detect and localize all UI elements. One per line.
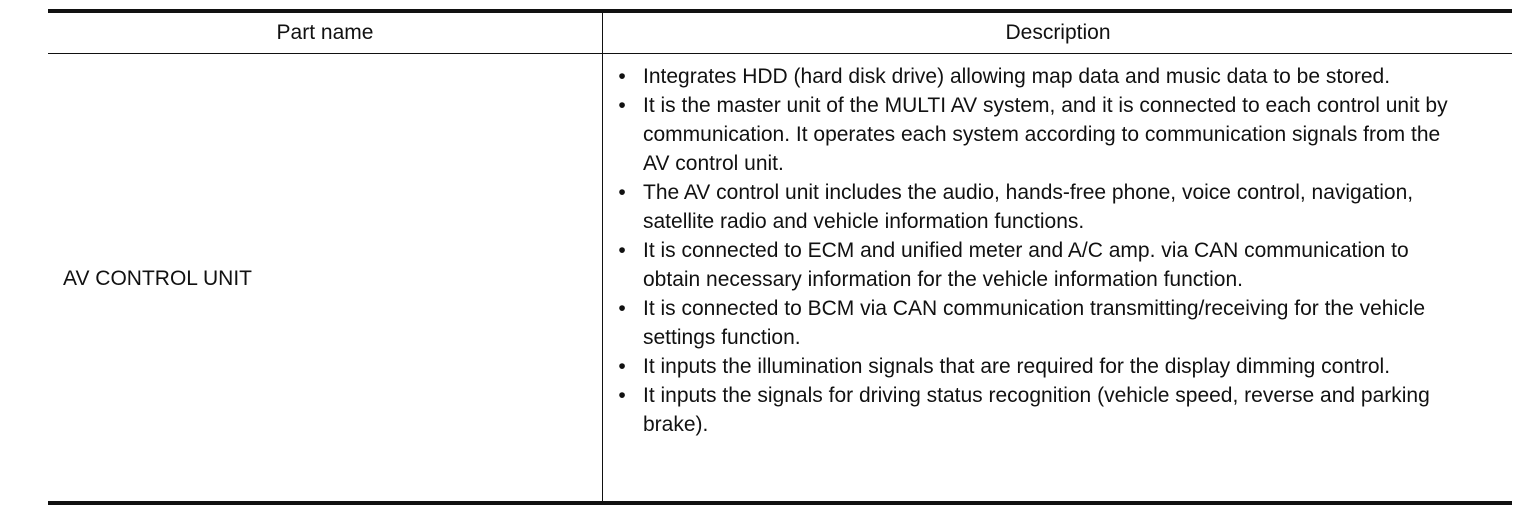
bullet-icon: • [618,94,626,117]
description-item [614,294,1448,352]
description-text: It is connected to BCM via CAN communication transmitting/receiving for the vehicle settings function. [643,297,1425,349]
column-divider [602,13,603,501]
header-description: Description [1005,21,1111,44]
part-name-cell: AV CONTROL UNIT [63,267,253,290]
description-text: It is connected to ECM and unified meter and A/C amp. via CAN communication to obtain necessary information for the vehicle information function. [643,239,1409,291]
description-item [614,178,1448,236]
bullet-icon: • [618,355,626,378]
part-description-table [48,9,1512,505]
description-item [614,352,1448,381]
description-item [614,236,1448,294]
bullet-icon: • [618,239,626,262]
description-list [614,62,1448,439]
description-text: It inputs the signals for driving status recognition (vehicle speed, reverse and parking brake). [643,384,1430,436]
description-item [614,91,1448,178]
description-item [614,381,1448,439]
bullet-icon: • [618,384,626,407]
header-divider [48,53,1512,54]
description-text: It is the master unit of the MULTI AV system, and it is connected to each control unit by communication. It operates each system according to communication signals from the AV control unit. [643,94,1448,175]
description-text: The AV control unit includes the audio, hands-free phone, voice control, navigation, satellite radio and vehicle information functions. [643,181,1414,233]
header-part-name: Part name [276,21,374,44]
bullet-icon: • [618,181,626,204]
description-item [614,62,1448,91]
description-text: Integrates HDD (hard disk drive) allowing map data and music data to be stored. [643,65,1391,88]
description-text: It inputs the illumination signals that are required for the display dimming control. [643,355,1391,378]
bullet-icon: • [618,65,626,88]
bullet-icon: • [618,297,626,320]
